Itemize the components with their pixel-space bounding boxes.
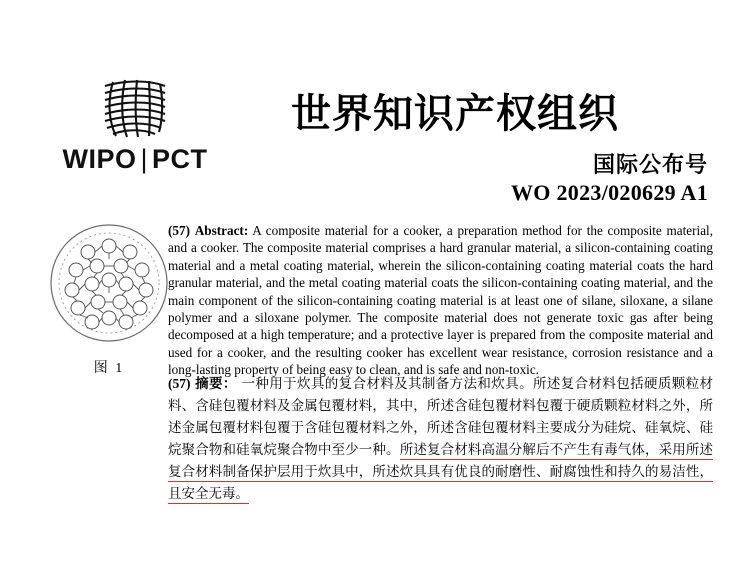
abstract-zh-label: 摘要： [195,376,237,391]
wordmark-wipo: WIPO [62,144,137,174]
document-header [0,0,750,210]
abstract-zh-text-underlined: 所述复合材料高温分解后不产生有毒气体，采用所述复合材料制备保护层用于炊具中，所述炊具具有优良的耐磨性、耐腐蚀性和持久的易洁性，且安全无毒。 [168,442,714,502]
abstract-zh-text: 一种用于炊具的复合材料及其制备方法和炊具。所述复合材料包括硬质颗粒材料、含硅包覆材料及金属包覆材料，其中，所述含硅包覆材料包覆于硬质颗粒材料之外，所述金属包覆材料包覆于含硅包覆材料之外，所述含硅包覆材料主要成分为硅烷、硅氧烷、硅烷聚合物和硅氧烷聚合物中至少一种。 [168,376,713,458]
abstract-zh-marker: (57) [168,376,191,391]
wipo-wordmark [40,146,230,173]
wordmark-pct: PCT [152,144,208,174]
wordmark-separator: | [140,144,148,174]
abstract-en-text: A composite material for a cooker, a preparation method for the composite material, and a cooker. The composite material comprises a hard granular material, a silicon-containing coating material and a metal coating material, wherein the silicon-containing coating material coats the hard granular material, and the metal coating material coats the silicon-containing coating material, and the main component of the silicon-containing coating material is at least one of silane, siloxane, a silane polymer and a siloxane polymer. The composite material does not generate toxic gas after being decomposed at a high temperature; and a protective layer is prepared from the composite material and used for a cooker, and the resulting cooker has excellent wear resistance, corrosion resistance and a long-lasting property of being easy to clean, and is safe and non-toxic. [168,223,714,378]
abstract-chinese [168,373,713,505]
figure-caption: 图 1 [93,361,125,376]
abstract-en-marker: (57) [168,223,190,238]
molecular-lattice-icon [48,222,170,349]
abstract-english [168,222,713,379]
figure-block [48,222,170,377]
wipo-globe-icon [99,78,171,140]
publication-number: WO 2023/020629 A1 [511,180,708,205]
abstract-en-label: Abstract: [194,223,249,238]
publication-label: 国际公布号 [592,153,708,178]
page-title: 世界知识产权组织 [291,91,619,137]
